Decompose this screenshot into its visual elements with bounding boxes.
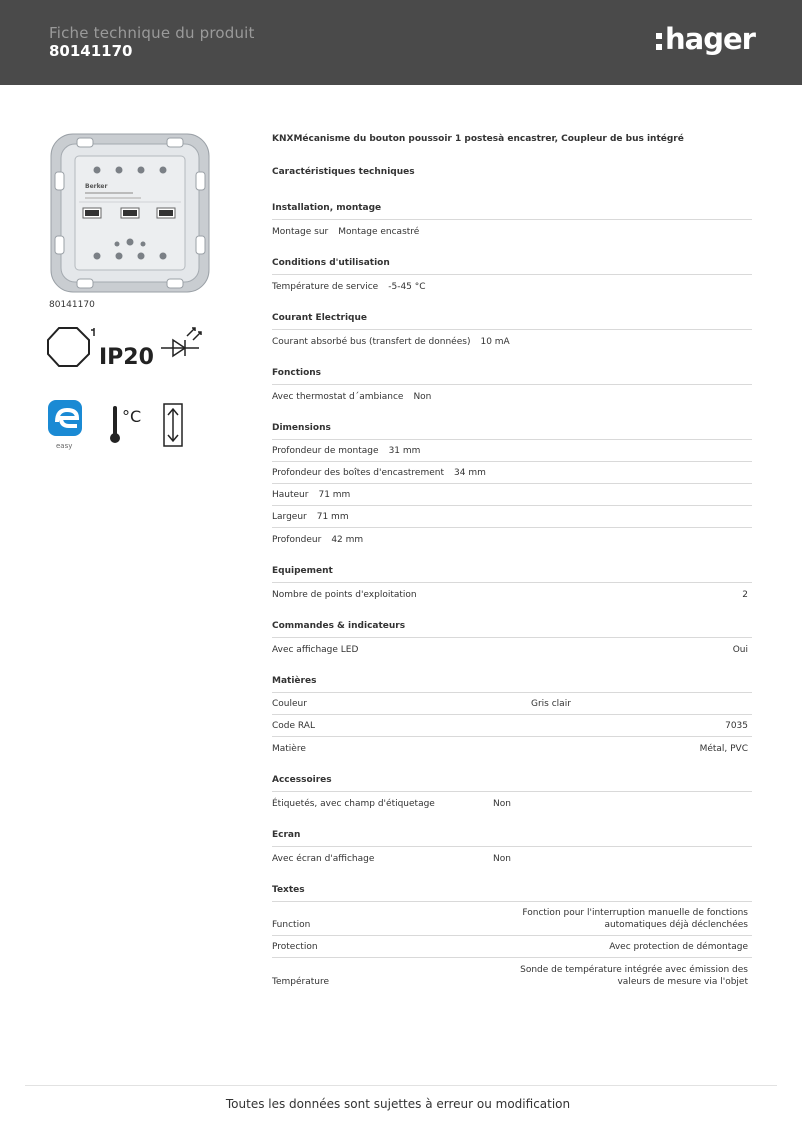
ip-rating-label: IP20 <box>99 345 154 370</box>
section-title: Equipement <box>272 565 752 583</box>
section-title: Fonctions <box>272 367 752 385</box>
spec-row: Montage sur Montage encastré <box>272 227 420 237</box>
page-header <box>0 0 802 85</box>
footer-divider <box>25 1085 777 1086</box>
spec-row: Function Fonction pour l'interruption manuelle de fonctions automatiques déjà déclenchées <box>272 902 752 936</box>
double-arrow-icon <box>164 404 182 446</box>
section-matieres <box>272 675 752 759</box>
pictogram-row-1 <box>47 322 207 370</box>
svg-text:°C: °C <box>122 407 142 426</box>
section-title: Courant Electrique <box>272 312 752 330</box>
section-accessoires <box>272 774 752 814</box>
spec-row: Largeur 71 mm <box>272 506 752 528</box>
spec-row: Protection Avec protection de démontage <box>272 936 752 958</box>
spec-row: Température Sonde de température intégrée avec émission des valeurs de mesure via l'objet <box>272 965 748 987</box>
section-fonctions <box>272 367 752 407</box>
easy-icon <box>48 400 82 450</box>
pictogram-row-2 <box>47 398 187 452</box>
section-title: Textes <box>272 884 752 902</box>
document-subtitle: Fiche technique du produit <box>49 24 255 42</box>
svg-text:easy: easy <box>56 442 73 450</box>
product-reference: 80141170 <box>49 300 95 310</box>
spec-row: Courant absorbé bus (transfert de données) 10 mA <box>272 337 510 347</box>
section-commandes <box>272 620 752 660</box>
spec-row: Profondeur des boîtes d'encastrement 34 mm <box>272 462 752 484</box>
spec-row: Couleur Gris clair <box>272 693 752 715</box>
product-title: KNXMécanisme du bouton poussoir 1 postesà encastrer, Coupleur de bus intégré <box>272 134 684 144</box>
thermometer-icon <box>110 406 141 443</box>
spec-content <box>272 133 752 1007</box>
spec-row: Hauteur 71 mm <box>272 484 752 506</box>
section-title: Commandes & indicateurs <box>272 620 752 638</box>
hager-logo: hager <box>656 22 755 56</box>
spec-row: Code RAL 7035 <box>272 715 752 737</box>
spec-row: Profondeur de montage 31 mm <box>272 440 752 462</box>
section-courant <box>272 312 752 352</box>
mounting-box-icon <box>48 328 94 366</box>
spec-row: Température de service -5-45 °C <box>272 282 426 292</box>
section-title: Accessoires <box>272 774 752 792</box>
section-title: Installation, montage <box>272 202 752 220</box>
section-title: Ecran <box>272 829 752 847</box>
section-title: Matières <box>272 675 752 693</box>
product-code-heading: 80141170 <box>49 42 133 60</box>
spec-row: Nombre de points d'exploitation 2 <box>272 590 748 600</box>
section-title: Conditions d'utilisation <box>272 257 752 275</box>
spec-row: Étiquetés, avec champ d'étiquetage Non <box>272 799 511 809</box>
spec-row: Matière Métal, PVC <box>272 744 748 754</box>
svg-text:Berker: Berker <box>85 183 108 190</box>
section-title: Dimensions <box>272 422 752 440</box>
section-equipement <box>272 565 752 605</box>
spec-row: Avec affichage LED Oui <box>272 645 748 655</box>
section-textes <box>272 884 752 992</box>
section-ecran <box>272 829 752 869</box>
led-indicator-icon <box>161 328 201 356</box>
product-image <box>49 132 211 294</box>
spec-row: Profondeur 42 mm <box>272 535 364 545</box>
logo-dots-icon <box>656 27 662 49</box>
tech-characteristics-heading: Caractéristiques techniques <box>272 167 415 177</box>
section-installation <box>272 202 752 242</box>
spec-row: Avec écran d'affichage Non <box>272 854 511 864</box>
section-dimensions <box>272 422 752 550</box>
spec-row: Avec thermostat d´ambiance Non <box>272 392 432 402</box>
footer-disclaimer: Toutes les données sont sujettes à erreur ou modification <box>225 1097 571 1111</box>
section-conditions <box>272 257 752 297</box>
